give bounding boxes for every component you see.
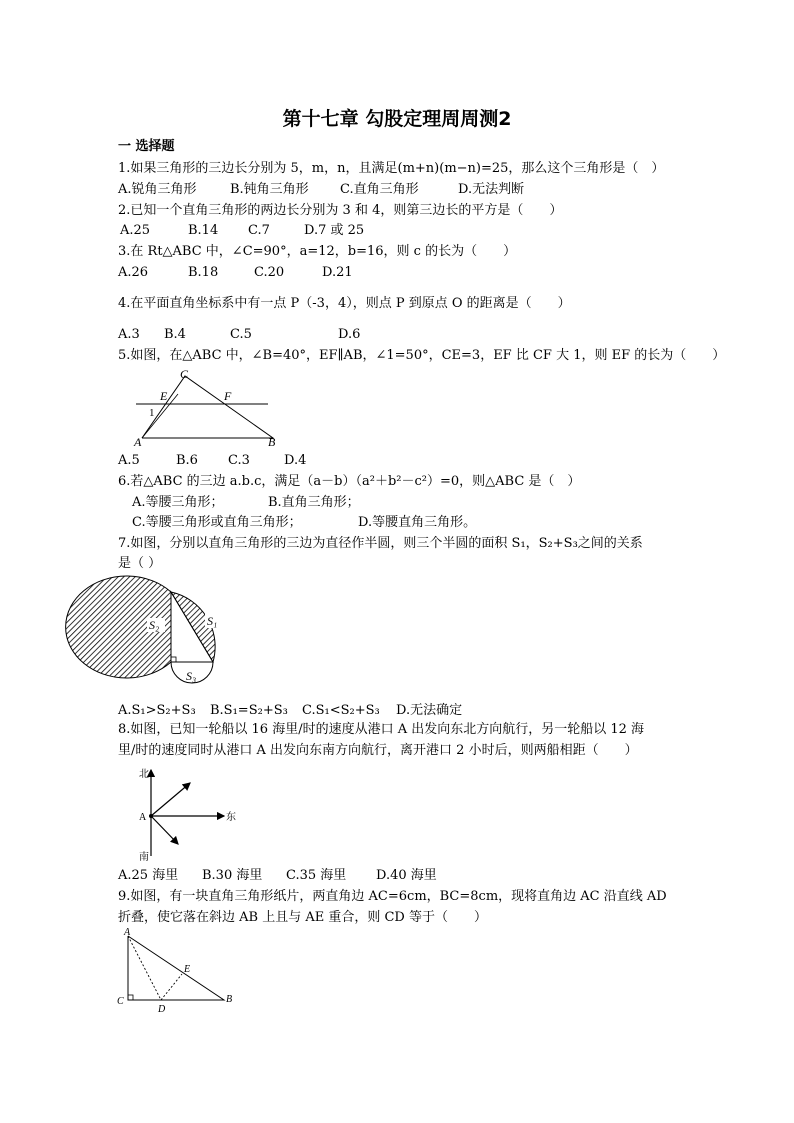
label-b: B [226, 994, 233, 1005]
option-c: C.等腰三角形或直角三角形； [132, 515, 302, 530]
label-east: 东 [226, 812, 236, 823]
question-6-stem: 6.若△ABC 的三边 a.b.c，满足（a－b）（a²＋b²－c²）=0，则△ABC 是（ ） [118, 474, 581, 489]
question-7-stem-cont: 是（ ） [118, 556, 162, 571]
label-e: E [184, 964, 191, 975]
label-a: A [124, 927, 131, 938]
option-a: A.5 [118, 453, 140, 468]
question-1-stem: 1.如果三角形的三边长分别为 5，m，n，且满足(m+n)(m−n)=25，那么这个三角形是（ ） [118, 161, 665, 176]
option-d: D.7 或 25 [304, 223, 365, 238]
option-a: A.锐角三角形 [118, 182, 197, 197]
question-9-stem: 9.如图，有一块直角三角形纸片，两直角边 AC=6cm，BC=8cm，现将直角边 AC 沿直线 AD [118, 889, 667, 904]
q8-compass-figure [136, 766, 246, 862]
option-b: B.钝角三角形 [230, 182, 309, 197]
option-b: B.18 [188, 265, 219, 280]
label-d: D [158, 1004, 166, 1015]
option-c: C.直角三角形 [340, 182, 419, 197]
label-e: E [160, 389, 168, 403]
question-4-stem: 4.在平面直角坐标系中有一点 P（-3，4），则点 P 到原点 O 的距离是（ ） [118, 296, 571, 311]
label-angle-1: 1 [149, 407, 155, 419]
option-c: C.35 海里 [286, 868, 347, 883]
option-c: C.5 [230, 327, 252, 342]
option-b: B.4 [164, 327, 186, 342]
question-5-stem: 5.如图，在△ABC 中，∠B=40°，EF∥AB，∠1=50°，CE=3，EF 比 CF 大 1，则 EF 的长为（ ） [118, 348, 726, 363]
option-c: C.S₁<S₂+S₃ [302, 703, 380, 718]
label-south: 南 [139, 852, 149, 863]
label-f: F [224, 389, 232, 403]
question-3-stem: 3.在 Rt△ABC 中，∠C=90°，a=12，b=16，则 c 的长为（ ） [118, 244, 517, 259]
option-d: D.21 [322, 265, 353, 280]
q5-triangle-figure [128, 366, 278, 448]
option-b: B.6 [176, 453, 198, 468]
label-s2: S₂ [149, 618, 160, 632]
question-7-stem: 7.如图，分别以直角三角形的三边为直径作半圆，则三个半圆的面积 S₁，S₂+S₃之间的关系 [118, 536, 643, 551]
label-c: C [117, 996, 124, 1007]
option-a: A.等腰三角形； [132, 495, 224, 510]
option-c: C.20 [254, 265, 285, 280]
page-title: 第十七章 勾股定理周周测2 [282, 108, 512, 130]
option-b: B.14 [188, 223, 219, 238]
label-s3: S₃ [186, 669, 197, 683]
question-8-stem: 8.如图，已知一轮船以 16 海里/时的速度从港口 A 出发向东北方向航行，另一轮船以 12 海 [118, 722, 645, 737]
option-a: A.26 [118, 265, 149, 280]
option-d: D.6 [338, 327, 361, 342]
section-heading: 一 选择题 [118, 139, 175, 154]
option-d: D.4 [284, 453, 307, 468]
question-2-stem: 2.已知一个直角三角形的两边长分别为 3 和 4，则第三边长的平方是（ ） [118, 203, 563, 218]
label-a: A [139, 812, 147, 823]
option-d: D.等腰直角三角形。 [358, 515, 477, 530]
question-9-stem-cont: 折叠，使它落在斜边 AB 上且与 AE 重合，则 CD 等于（ ） [118, 910, 487, 925]
option-a: A.25 [120, 223, 151, 238]
option-d: D.无法判断 [458, 182, 525, 197]
label-north: 北 [139, 769, 149, 780]
q9-fold-figure [116, 926, 246, 1018]
label-b: B [268, 435, 276, 449]
option-d: D.无法确定 [396, 703, 463, 718]
option-b: B.S₁=S₂+S₃ [210, 703, 288, 718]
option-a: A.3 [118, 327, 140, 342]
question-8-stem-cont: 里/时的速度同时从港口 A 出发向东南方向航行，离开港口 2 小时后，则两船相距（ ） [118, 743, 638, 758]
option-b: B.30 海里 [202, 868, 263, 883]
label-a: A [134, 435, 142, 449]
q7-semicircles-figure [133, 584, 263, 690]
option-a: A.25 海里 [118, 868, 179, 883]
option-d: D.40 海里 [376, 868, 437, 883]
option-c: C.7 [248, 223, 270, 238]
option-c: C.3 [228, 453, 250, 468]
option-a: A.S₁>S₂+S₃ [118, 703, 196, 718]
label-s1: S₁ [207, 614, 218, 628]
option-b: B.直角三角形； [268, 495, 360, 510]
label-c: C [180, 367, 189, 381]
